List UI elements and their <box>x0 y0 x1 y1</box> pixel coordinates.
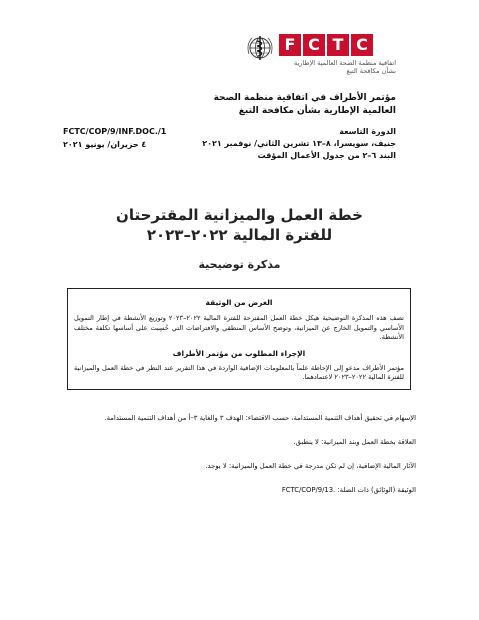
fctc-wordmark <box>279 34 373 56</box>
document-date: ٤ حزيران/ يونيو ٢٠٢١ <box>63 140 147 149</box>
page-title-line: للفترة المالية ٢٠٢٢–٢٠٢٣ <box>146 226 333 244</box>
financial-implications: الآثار المالية الإضافية، إن لم تكن مدرجة في خطة العمل والميزانية: لا يوجد. <box>205 462 416 470</box>
who-emblem-icon <box>246 34 274 62</box>
sdg-contribution: الإسهام في تحقيق أهداف التنمية المستدامة، حسب الاقتضاء: الهدف ٣ والغاية ٣–أ من أهداف التنمية المستدامة. <box>104 414 416 422</box>
logo-subtitle-line: بشأن مكافحة التبغ <box>346 67 396 75</box>
budget-link: العلاقة بخطة العمل وبند الميزانية: لا ينطبق. <box>293 438 416 446</box>
fctc-letter: C <box>351 34 373 56</box>
page-title <box>0 205 479 245</box>
document-reference: FCTC/COP/9/INF.DOC./1 <box>63 127 167 136</box>
note-title: مذكرة توضيحية <box>198 258 281 271</box>
purpose-heading: الغرض من الوثيقة <box>205 298 273 307</box>
fctc-letter: F <box>279 34 301 56</box>
related-document-ref: FCTC/COP/9/13. <box>281 486 336 494</box>
fctc-letter: T <box>327 34 349 56</box>
session-location-date: جنيف، سويسرا، ٨–١٣ تشرين الثاني/ نوفمبر ٢٠٢١ <box>202 139 396 148</box>
agenda-item: البند ٦–٢ من جدول الأعمال المؤقت <box>257 151 396 160</box>
logo-subtitle-line: اتفاقية منظمة الصحة العالمية الإطارية <box>293 59 396 67</box>
session-name: الدورة التاسعة <box>339 127 396 136</box>
related-documents <box>36 485 416 495</box>
action-text: مؤتمر الأطراف مدعو إلى الإحاطة علماً بالمعلومات الإضافية الواردة في هذا التقرير عند النظر في خطة العمل والميزانية للفترة المالية ٢٠٢٢–٢٠٢٣ لاعتمادهما. <box>74 363 404 381</box>
fctc-logo <box>246 34 396 78</box>
related-documents-label: الوثيقة (الوثائق) ذات الصلة: <box>337 486 416 494</box>
purpose-text: تصف هذه المذكرة التوضيحية هيكل خطة العمل المقترحة للفترة المالية ٢٠٢٢–٢٠٢٣ وتوزيع الأنشطة في إطار التمويل الأساسي والتمويل الخارج عن الميزانية، وتوضح الأساس المنطقي والافتراضات التي حُسِبت على أساسها تكلفة مختلف الأنشطة. <box>74 314 404 341</box>
conference-title <box>76 92 396 118</box>
logo-subtitle <box>246 59 396 75</box>
conference-title-line: العالمية الإطارية بشأن مكافحة التبغ <box>238 106 396 116</box>
fctc-letter: C <box>303 34 325 56</box>
summary-box <box>67 288 411 390</box>
page-title-line: خطة العمل والميزانية المقترحتان <box>116 206 363 224</box>
conference-title-line: مؤتمر الأطراف في اتفاقية منظمة الصحة <box>213 93 396 103</box>
action-heading: الإجراء المطلوب من مؤتمر الأطراف <box>172 348 306 358</box>
